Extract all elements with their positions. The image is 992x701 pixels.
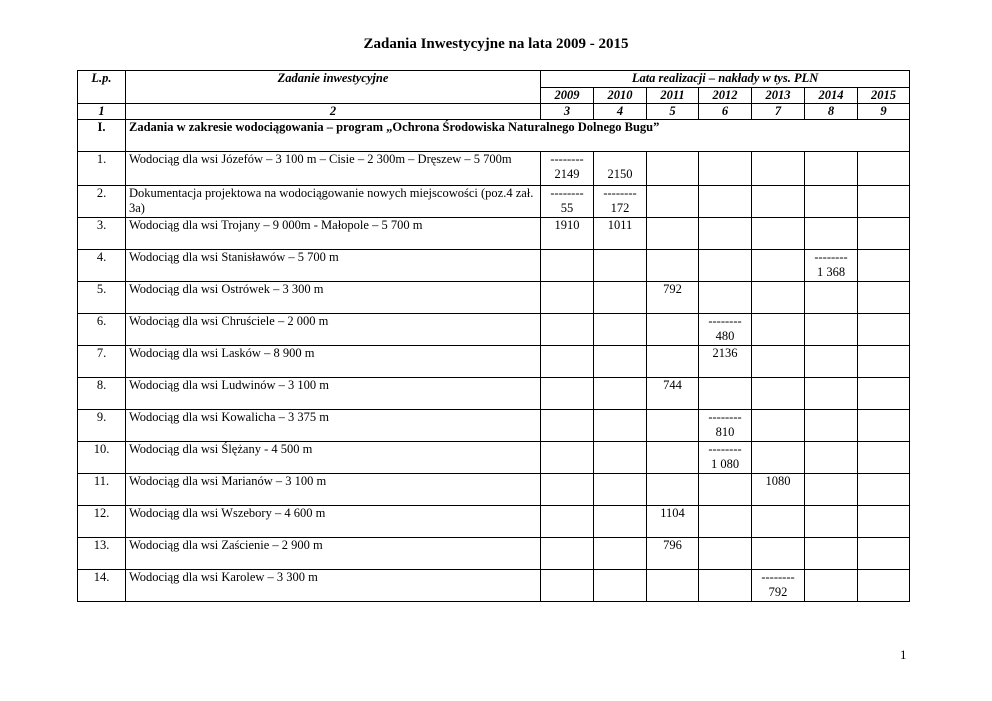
row-task: Wodociąg dla wsi Stanisławów – 5 700 m [126, 250, 541, 282]
section-row [78, 120, 910, 152]
cell-2015 [858, 474, 910, 506]
cell-2011 [647, 186, 699, 218]
column-numbers-row [78, 104, 910, 120]
cell-value: 810 [715, 425, 735, 439]
data-rows [78, 152, 910, 602]
cell-2012 [699, 474, 752, 506]
header-year-2010: 2010 [594, 88, 647, 104]
table-row [78, 442, 910, 474]
cell-2012 [699, 506, 752, 538]
header-year-2014: 2014 [805, 88, 858, 104]
cell-value: 2136 [712, 346, 738, 360]
cell-value: 744 [663, 378, 682, 392]
row-lp: 13. [78, 538, 126, 570]
dash-separator: -------- [550, 186, 584, 200]
cell-2014 [805, 250, 858, 282]
cell-2010 [594, 250, 647, 282]
cell-2011 [647, 314, 699, 346]
cell-2013 [752, 250, 805, 282]
cell-2011 [647, 152, 699, 186]
cell-value: 792 [768, 585, 788, 599]
cell-2010 [594, 506, 647, 538]
cell-2010 [594, 538, 647, 570]
cell-value: 1 368 [816, 265, 846, 279]
table-row [78, 314, 910, 346]
cell-2013 [752, 282, 805, 314]
cell-value: 1080 [765, 474, 791, 488]
row-task: Wodociąg dla wsi Ostrówek – 3 300 m [126, 282, 541, 314]
row-lp: 9. [78, 410, 126, 442]
header-year-2011: 2011 [647, 88, 699, 104]
row-lp: 8. [78, 378, 126, 410]
cell-2013 [752, 314, 805, 346]
cell-2015 [858, 346, 910, 378]
cell-2010 [594, 218, 647, 250]
cell-2009 [541, 410, 594, 442]
dash-separator: -------- [603, 186, 637, 200]
col-number-9: 9 [858, 104, 910, 120]
row-task: Wodociąg dla wsi Chruściele – 2 000 m [126, 314, 541, 346]
row-lp: 11. [78, 474, 126, 506]
cell-2014 [805, 442, 858, 474]
cell-2014 [805, 152, 858, 186]
cell-value: 796 [663, 538, 682, 552]
row-lp: 6. [78, 314, 126, 346]
cell-2013 [752, 570, 805, 602]
cell-2009 [541, 538, 594, 570]
cell-2009 [541, 442, 594, 474]
cell-2009 [541, 378, 594, 410]
row-lp: 7. [78, 346, 126, 378]
dash-separator: -------- [550, 152, 584, 166]
cell-2014 [805, 346, 858, 378]
col-number-8: 8 [805, 104, 858, 120]
cell-2015 [858, 314, 910, 346]
document-title: Zadania Inwestycyjne na lata 2009 - 2015 [363, 36, 629, 52]
cell-value: 172 [610, 201, 630, 215]
cell-2010 [594, 570, 647, 602]
row-lp: 4. [78, 250, 126, 282]
row-task: Wodociąg dla wsi Marianów – 3 100 m [126, 474, 541, 506]
cell-2009 [541, 346, 594, 378]
cell-2015 [858, 442, 910, 474]
cell-2010 [594, 346, 647, 378]
row-lp: 14. [78, 570, 126, 602]
cell-2012 [699, 186, 752, 218]
table-row [78, 570, 910, 602]
cell-2015 [858, 218, 910, 250]
table-row [78, 282, 910, 314]
cell-2013 [752, 186, 805, 218]
table-row [78, 506, 910, 538]
cell-2010 [594, 152, 647, 186]
cell-2012 [699, 378, 752, 410]
cell-2013 [752, 378, 805, 410]
cell-2013 [752, 474, 805, 506]
row-task: Wodociąg dla wsi Kowalicha – 3 375 m [126, 410, 541, 442]
row-lp: 12. [78, 506, 126, 538]
row-lp: 3. [78, 218, 126, 250]
table-row [78, 474, 910, 506]
cell-2011 [647, 506, 699, 538]
cell-2014 [805, 410, 858, 442]
cell-2011 [647, 346, 699, 378]
header-year-2009: 2009 [541, 88, 594, 104]
col-number-6: 6 [699, 104, 752, 120]
cell-value: 2150 [607, 167, 633, 181]
header-year-2015: 2015 [858, 88, 910, 104]
table-row [78, 410, 910, 442]
cell-2011 [647, 474, 699, 506]
cell-2011 [647, 282, 699, 314]
cell-2010 [594, 314, 647, 346]
row-task: Wodociąg dla wsi Lasków – 8 900 m [126, 346, 541, 378]
row-lp: 10. [78, 442, 126, 474]
cell-2015 [858, 538, 910, 570]
dash-separator: -------- [708, 442, 742, 456]
spacer [597, 152, 643, 167]
cell-2009 [541, 152, 594, 186]
row-task: Wodociąg dla wsi Trojany – 9 000m - Małopole – 5 700 m [126, 218, 541, 250]
section-number: I. [78, 120, 126, 152]
dash-separator: -------- [814, 250, 848, 264]
cell-2012 [699, 410, 752, 442]
cell-2011 [647, 410, 699, 442]
cell-2015 [858, 506, 910, 538]
cell-2009 [541, 282, 594, 314]
table-row [78, 152, 910, 186]
col-number-5: 5 [647, 104, 699, 120]
cell-2011 [647, 442, 699, 474]
cell-2010 [594, 186, 647, 218]
table-row [78, 346, 910, 378]
cell-2011 [647, 218, 699, 250]
cell-2014 [805, 218, 858, 250]
row-task: Dokumentacja projektowa na wodociągowanie nowych miejscowości (poz.4 zał. 3a) [126, 186, 541, 218]
col-number-2: 2 [126, 104, 541, 120]
cell-2014 [805, 378, 858, 410]
cell-2014 [805, 570, 858, 602]
cell-2014 [805, 538, 858, 570]
cell-2015 [858, 152, 910, 186]
cell-2014 [805, 506, 858, 538]
cell-2009 [541, 218, 594, 250]
row-task: Wodociąg dla wsi Wszebory – 4 600 m [126, 506, 541, 538]
cell-2013 [752, 538, 805, 570]
header-year-2013: 2013 [752, 88, 805, 104]
row-lp: 5. [78, 282, 126, 314]
cell-2015 [858, 282, 910, 314]
header-task: Zadanie inwestycyjne [126, 71, 541, 104]
cell-2009 [541, 474, 594, 506]
dash-separator: -------- [708, 410, 742, 424]
cell-value: 480 [715, 329, 735, 343]
cell-2011 [647, 538, 699, 570]
cell-2014 [805, 186, 858, 218]
cell-2015 [858, 186, 910, 218]
cell-2013 [752, 442, 805, 474]
dash-separator: -------- [761, 570, 795, 584]
cell-2010 [594, 282, 647, 314]
table-row [78, 218, 910, 250]
cell-2012 [699, 218, 752, 250]
dash-separator: -------- [708, 314, 742, 328]
cell-value: 1011 [607, 218, 633, 232]
row-task: Wodociąg dla wsi Ludwinów – 3 100 m [126, 378, 541, 410]
row-task: Wodociąg dla wsi Józefów – 3 100 m – Cisie – 2 300m – Dręszew – 5 700m [126, 152, 541, 186]
cell-2009 [541, 314, 594, 346]
cell-2012 [699, 282, 752, 314]
cell-value: 2149 [554, 167, 580, 181]
cell-2013 [752, 506, 805, 538]
cell-2015 [858, 378, 910, 410]
cell-2012 [699, 570, 752, 602]
section-title: Zadania w zakresie wodociągowania – program „Ochrona Środowiska Naturalnego Dolnego Bugu” [126, 120, 910, 152]
cell-value: 1910 [554, 218, 580, 232]
cell-value: 1 080 [710, 457, 740, 471]
cell-2009 [541, 186, 594, 218]
cell-value: 55 [560, 201, 574, 215]
cell-2014 [805, 282, 858, 314]
row-task: Wodociąg dla wsi Zaścienie – 2 900 m [126, 538, 541, 570]
page-number: 1 [900, 647, 907, 662]
investment-table [77, 70, 910, 602]
cell-2012 [699, 442, 752, 474]
table-row [78, 250, 910, 282]
cell-2011 [647, 250, 699, 282]
cell-2013 [752, 218, 805, 250]
table-row [78, 378, 910, 410]
cell-2012 [699, 152, 752, 186]
cell-2012 [699, 314, 752, 346]
row-lp: 2. [78, 186, 126, 218]
cell-2013 [752, 410, 805, 442]
cell-2013 [752, 152, 805, 186]
cell-2013 [752, 346, 805, 378]
cell-2012 [699, 250, 752, 282]
cell-2011 [647, 570, 699, 602]
header-year-2012: 2012 [699, 88, 752, 104]
cell-2015 [858, 570, 910, 602]
cell-2010 [594, 378, 647, 410]
header-years-title: Lata realizacji – nakłady w tys. PLN [541, 71, 910, 88]
cell-value: 1104 [660, 506, 685, 520]
col-number-1: 1 [78, 104, 126, 120]
header-lp: L.p. [78, 71, 126, 104]
cell-2010 [594, 442, 647, 474]
col-number-4: 4 [594, 104, 647, 120]
cell-2010 [594, 410, 647, 442]
cell-2009 [541, 570, 594, 602]
row-task: Wodociąg dla wsi Karolew – 3 300 m [126, 570, 541, 602]
cell-2015 [858, 410, 910, 442]
row-task: Wodociąg dla wsi Ślężany - 4 500 m [126, 442, 541, 474]
col-number-3: 3 [541, 104, 594, 120]
cell-2012 [699, 346, 752, 378]
cell-2011 [647, 378, 699, 410]
table-row [78, 186, 910, 218]
cell-2015 [858, 250, 910, 282]
cell-2009 [541, 506, 594, 538]
table-row [78, 538, 910, 570]
cell-value: 792 [663, 282, 682, 296]
cell-2009 [541, 250, 594, 282]
cell-2014 [805, 314, 858, 346]
cell-2012 [699, 538, 752, 570]
cell-2010 [594, 474, 647, 506]
row-lp: 1. [78, 152, 126, 186]
col-number-7: 7 [752, 104, 805, 120]
cell-2014 [805, 474, 858, 506]
